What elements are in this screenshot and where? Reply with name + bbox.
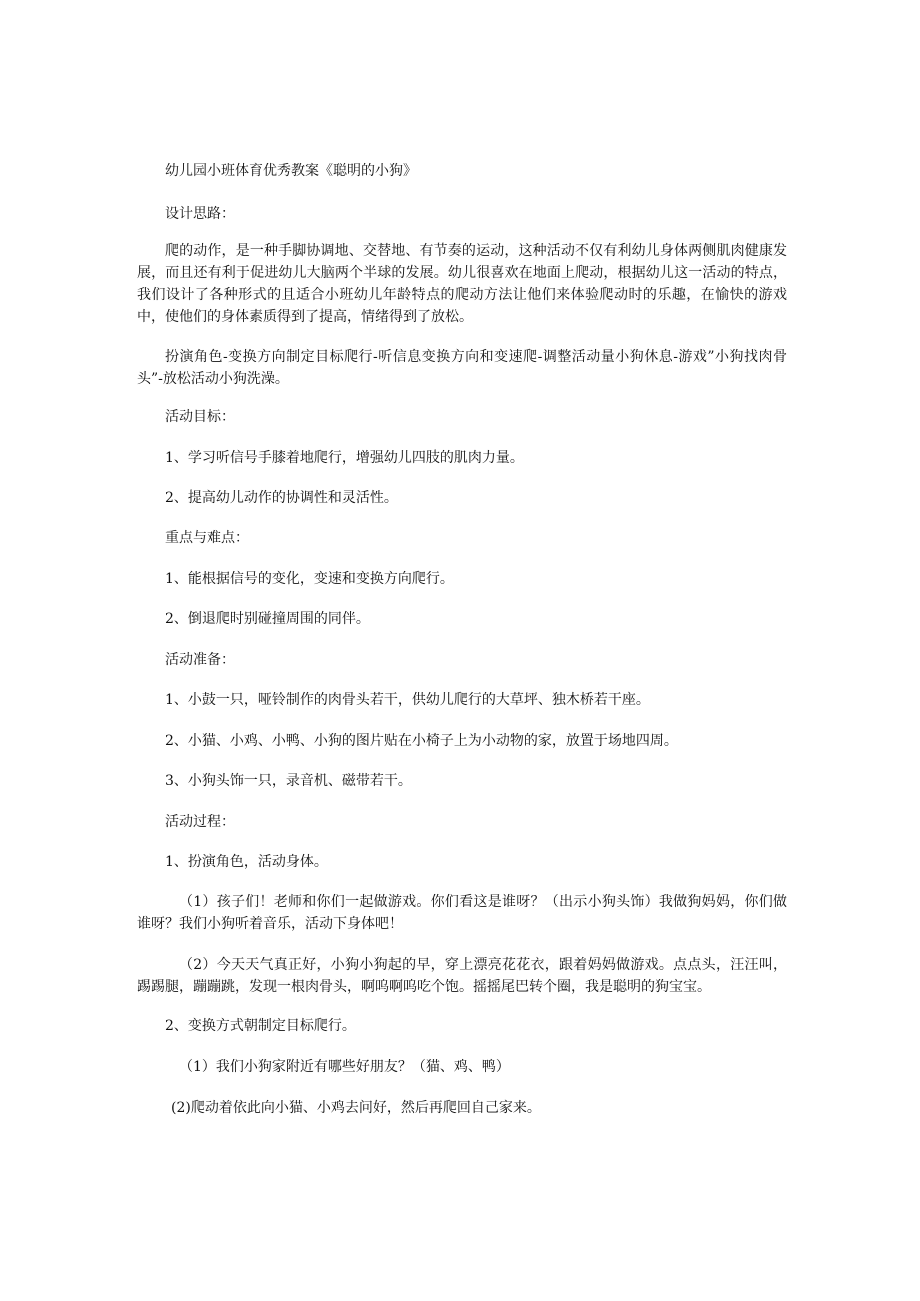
prep-item: 1、小鼓一只，哑铃制作的肉骨头若干，供幼儿爬行的大草坪、独木桥若干座。 [165, 692, 650, 708]
process-substep: （1）孩子们！老师和你们一起做游戏。你们看这是谁呀？（出示小狗头饰）我做狗妈妈，你们做谁呀？我们小狗听着音乐，活动下身体吧！ [137, 894, 787, 932]
goal-item: 2、提高幼儿动作的协调性和灵活性。 [165, 490, 398, 506]
key-item: 1、能根据信号的变化，变速和变换方向爬行。 [165, 571, 454, 587]
prep-heading: 活动准备： [165, 652, 235, 668]
process-substep: （2）今天天气真正好，小狗小狗起的早，穿上漂亮花花衣，跟着妈妈做游戏。点点头，汪汪叫，踢踢腿，蹦蹦跳，发现一根肉骨头，啊呜啊呜吃个饱。摇摇尾巴转个圈，我是聪明的狗宝宝。 [137, 957, 787, 995]
process-step: 1、扮演角色，活动身体。 [165, 854, 328, 870]
goal-item: 1、学习听信号手膝着地爬行，增强幼儿四肢的肌肉力量。 [165, 450, 524, 466]
goals-heading: 活动目标： [165, 409, 235, 425]
design-heading: 设计思路： [165, 206, 235, 222]
flow-paragraph: 扮演角色-变换方向制定目标爬行-听信息变换方向和变速爬-调整活动量小狗休息-游戏”小狗找肉骨头”-放松活动小狗洗澡。 [137, 349, 787, 387]
document-title: 幼儿园小班体育优秀教案《聪明的小狗》 [165, 163, 417, 179]
process-substep: （1）我们小狗家附近有哪些好朋友？（猫、鸡、鸭） [179, 1059, 510, 1075]
key-item: 2、倒退爬时别碰撞周围的同伴。 [165, 611, 370, 627]
design-paragraph: 爬的动作，是一种手脚协调地、交替地、有节奏的运动，这种活动不仅有利幼儿身体两侧肌肉健康发展，而且还有利于促进幼儿大脑两个半球的发展。幼儿很喜欢在地面上爬动，根据幼儿这一活动的特点，我们设计了各种形式的且适合小班幼儿年龄特点的爬动方法让他们来体验爬动时的乐趣，在愉快的游戏中，使他们的身体素质得到了提高，情绪得到了放松。 [137, 243, 787, 325]
process-substep: (2)爬动着依此向小猫、小鸡去问好，然后再爬回自己家来。 [171, 1100, 541, 1116]
key-heading: 重点与难点： [165, 530, 249, 546]
process-step: 2、变换方式朝制定目标爬行。 [165, 1018, 356, 1034]
process-heading: 活动过程： [165, 814, 235, 830]
prep-item: 3、小狗头饰一只，录音机、磁带若干。 [165, 773, 412, 789]
prep-item: 2、小猫、小鸡、小鸭、小狗的图片贴在小椅子上为小动物的家，放置于场地四周。 [165, 733, 678, 749]
